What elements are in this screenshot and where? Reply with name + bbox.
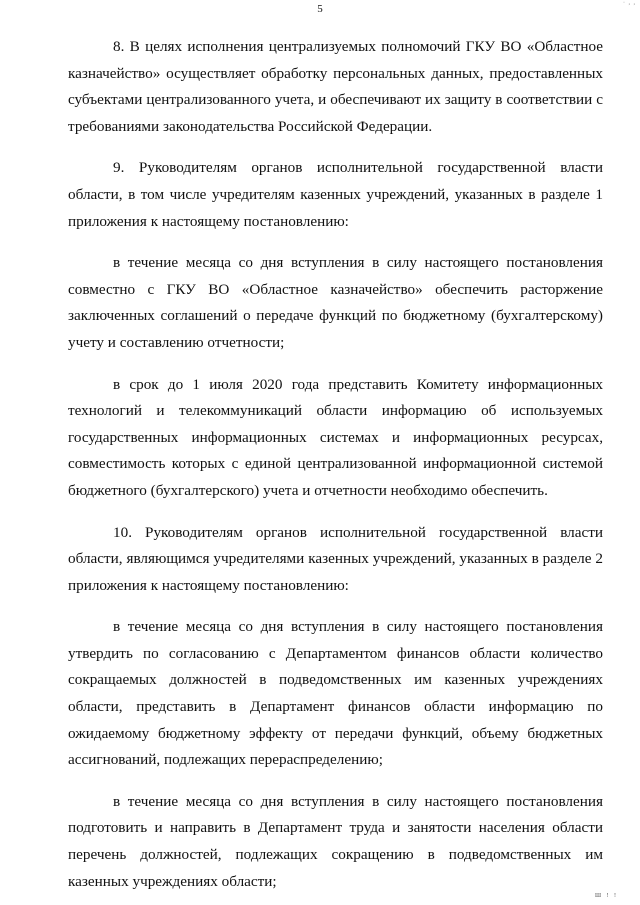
paragraph-9-item-2: в срок до 1 июля 2020 года представить Комитету информационных технологий и телекоммуникаций области информацию об используемых государственных информационных системах и информационных ресурсах, совместимость которых с единой централизованной информационной системой бюджетного (бухгалтерского) учета и отчетности необходимо обеспечить.	[68, 375, 603, 499]
document-body	[68, 34, 603, 895]
scan-mark-top: · , ,	[623, 0, 636, 6]
paragraph-10-item-2: в течение месяца со дня вступления в силу настоящего постановления подготовить и направить в Департамент труда и занятости населения области перечень должностей, подлежащих сокращению в подведомственных им казенных учреждениях области;	[68, 792, 603, 890]
page-number: 5	[317, 3, 323, 15]
paragraph-9: 9. Руководителям органов исполнительной государственной власти области, в том числе учредителям казенных учреждений, указанных в разделе 1 приложения к настоящему постановлению:	[68, 159, 603, 230]
scan-mark-bottom: Ш ! !	[594, 893, 618, 899]
paragraph-10: 10. Руководителям органов исполнительной государственной власти области, являющимся учредителями казенных учреждений, указанных в разделе 2 приложения к настоящему постановлению:	[68, 523, 603, 594]
paragraph-9-item-1: в течение месяца со дня вступления в силу настоящего постановления совместно с ГКУ ВО «Областное казначейство» обеспечить расторжение заключенных соглашений о передаче функций по бюджетному (бухгалтерскому) учету и составлению отчетности;	[68, 254, 603, 351]
paragraph-8: 8. В целях исполнения централизуемых полномочий ГКУ ВО «Областное казначейство» осуществляет обработку персональных данных, предоставленных субъектами централизованного учета, и обеспечивают их защиту в соответствии с требованиями законодательства Российской Федерации.	[68, 38, 603, 135]
paragraph-10-item-1: в течение месяца со дня вступления в силу настоящего постановления утвердить по согласованию с Департаментом финансов области количество сокращаемых должностей в подведомственных им казенных учреждениях области, представить в Департамент финансов области информацию по ожидаемому бюджетному эффекту от передачи функций, объему бюджетных ассигнований, подлежащих перераспределению;	[68, 618, 603, 769]
